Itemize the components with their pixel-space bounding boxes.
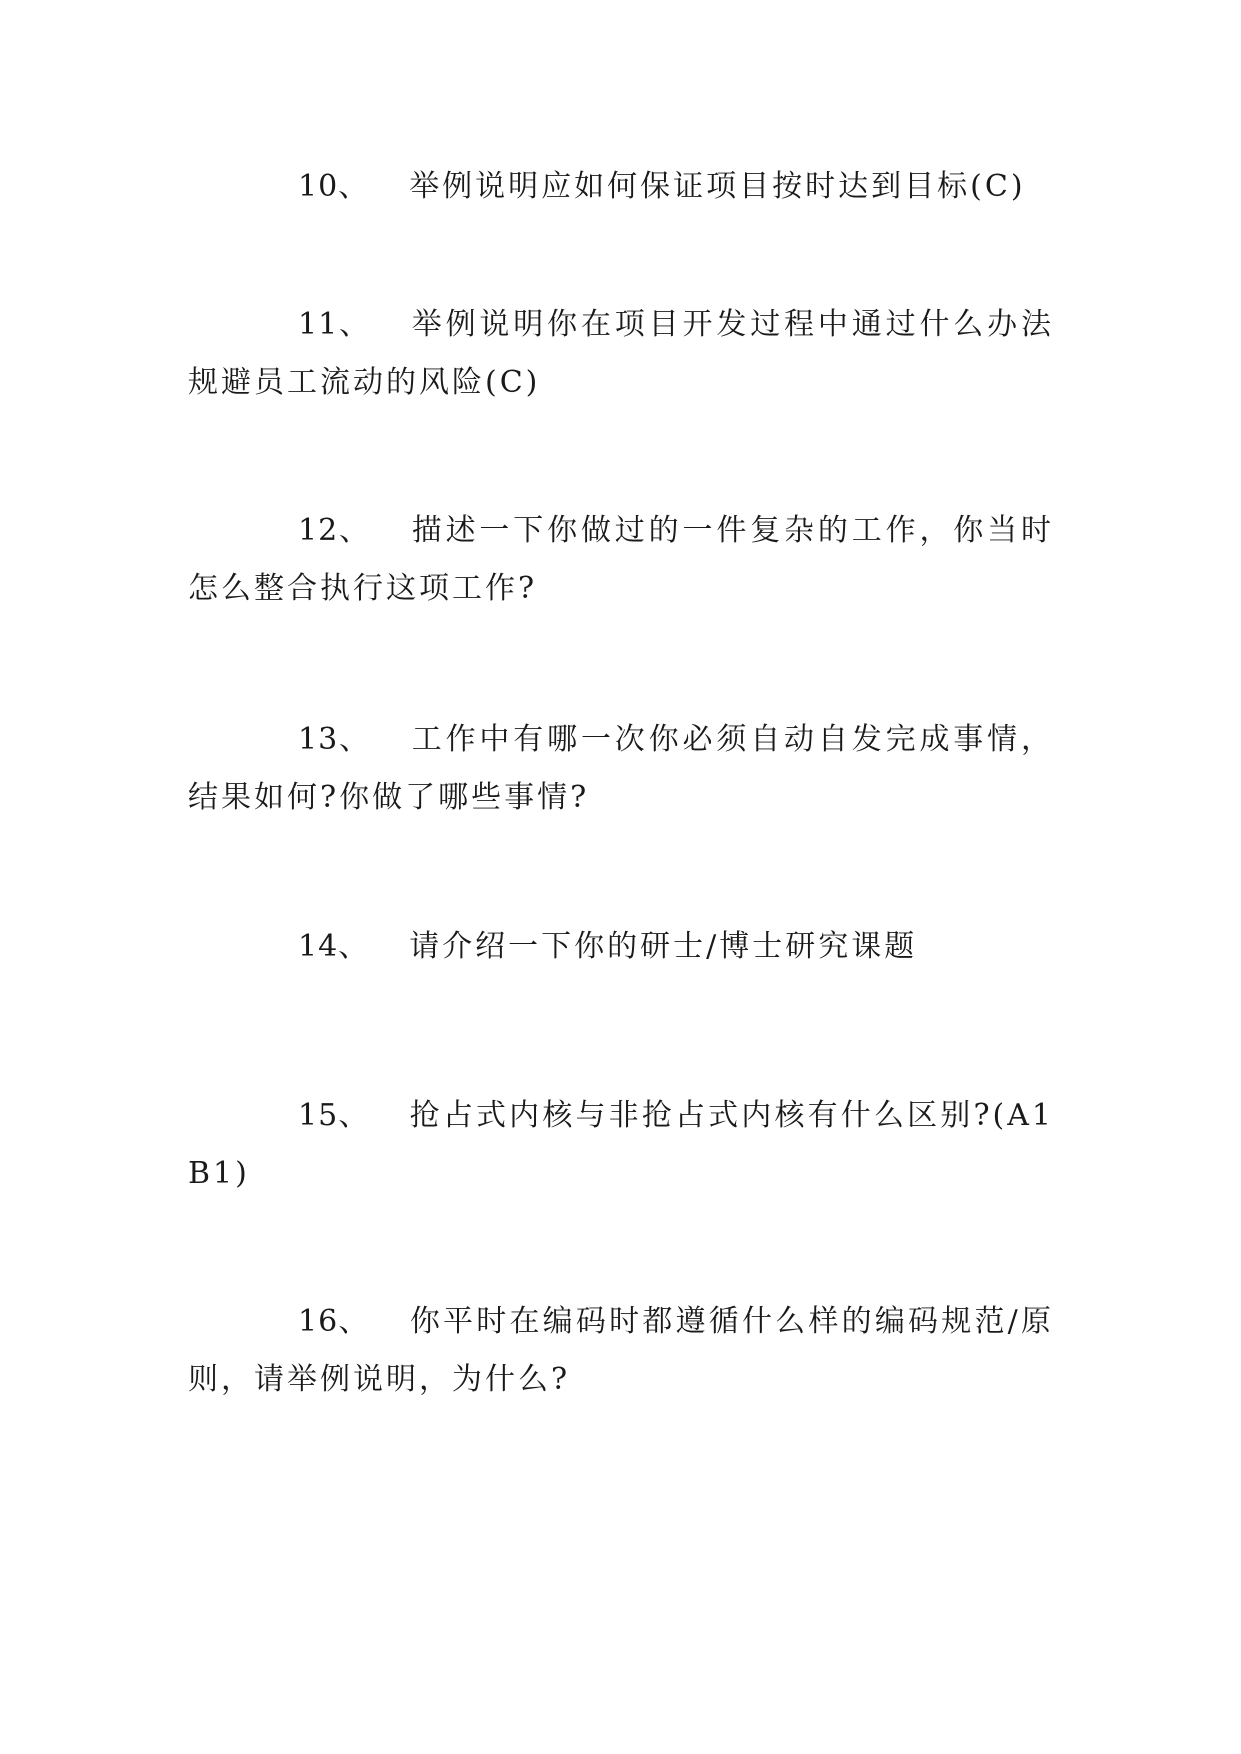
question-number: 11、: [298, 307, 371, 342]
question-12: [188, 502, 1054, 618]
question-14: [188, 918, 1054, 976]
question-text: 抢占式内核与非抢占式内核有什么区别?(A1 B1): [188, 1098, 1054, 1191]
question-11: [188, 296, 1054, 412]
question-15: [188, 1087, 1054, 1203]
question-number: 13、: [298, 722, 371, 757]
question-10: [188, 158, 1054, 216]
question-number: 10、: [298, 169, 370, 204]
question-text: 工作中有哪一次你必须自动自发完成事情，结果如何?你做了哪些事情?: [188, 722, 1054, 815]
question-text: 请介绍一下你的研士/博士研究课题: [409, 929, 918, 964]
question-text: 举例说明应如何保证项目按时达到目标(C): [409, 169, 1026, 204]
question-text: 你平时在编码时都遵循什么样的编码规范/原则，请举例说明，为什么?: [188, 1304, 1054, 1397]
question-text: 举例说明你在项目开发过程中通过什么办法规避员工流动的风险(C): [188, 307, 1054, 400]
question-text: 描述一下你做过的一件复杂的工作，你当时怎么整合执行这项工作?: [188, 513, 1054, 606]
question-13: [188, 711, 1054, 827]
question-number: 16、: [298, 1304, 370, 1339]
question-number: 15、: [298, 1098, 370, 1133]
question-number: 12、: [298, 513, 371, 548]
question-16: [188, 1293, 1054, 1409]
question-number: 14、: [298, 929, 370, 964]
